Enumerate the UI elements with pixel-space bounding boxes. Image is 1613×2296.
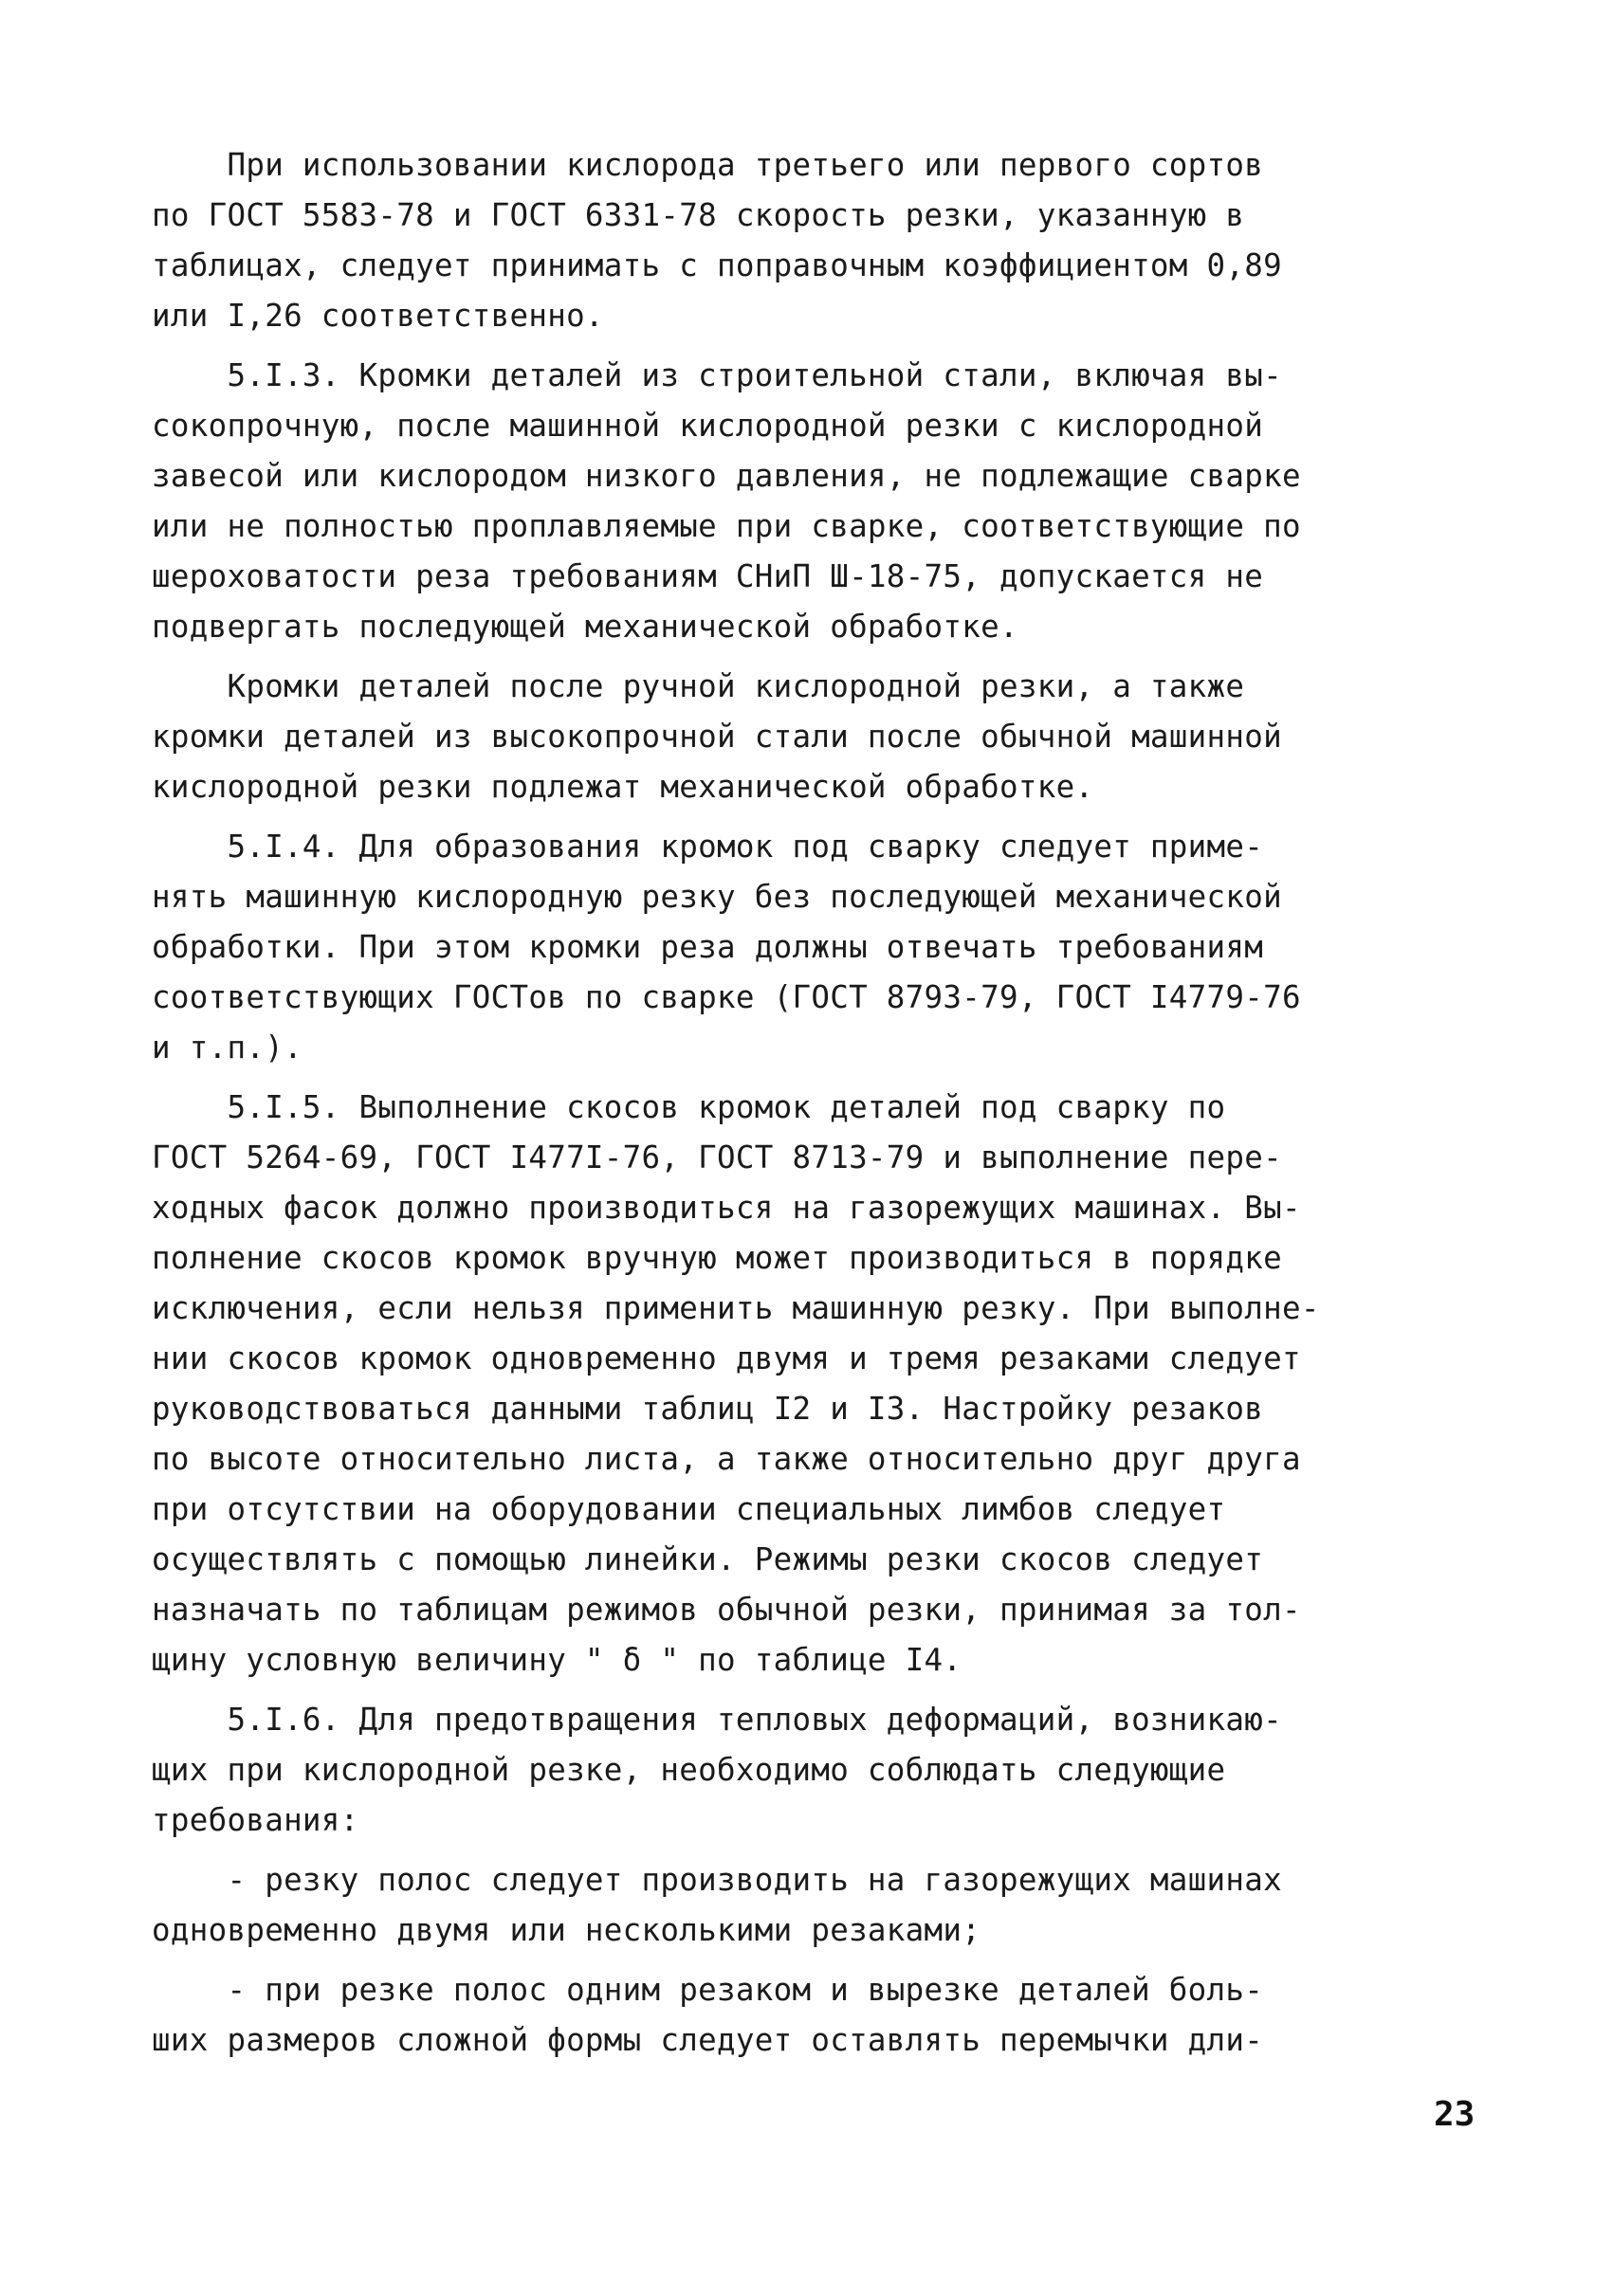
text-line: подвергать последующей механической обработке. [152, 609, 1018, 645]
text-line: нять машинную кислородную резку без последующей механической [152, 879, 1282, 915]
paragraph-section-5-1-5 [152, 1083, 1403, 1686]
paragraph-requirement-2 [152, 1965, 1403, 2066]
text-line: требования: [152, 1802, 359, 1838]
text-line: осуществлять с помощью линейки. Режимы резки скосов следует [152, 1541, 1264, 1577]
text-line: соответствующих ГОСТов по сварке (ГОСТ 8793-79, ГОСТ I4779-76 [152, 979, 1301, 1015]
text-line: 5.I.5. Выполнение скосов кромок деталей под сварку по [152, 1089, 1226, 1125]
paragraph-requirement-1 [152, 1855, 1403, 1956]
text-line: При использовании кислорода третьего или первого сортов [152, 147, 1264, 183]
paragraph-section-5-1-6 [152, 1695, 1403, 1846]
text-line: 5.I.6. Для предотвращения тепловых деформаций, возникаю- [152, 1702, 1282, 1738]
text-line: нии скосов кромок одновременно двумя и тремя резаками следует [152, 1340, 1301, 1376]
text-line: - при резке полос одним резаком и вырезке деталей боль- [152, 1972, 1264, 2008]
text-line: завесой или кислородом низкого давления, не подлежащие сварке [152, 458, 1301, 494]
document-page [152, 140, 1403, 2066]
text-line: полнение скосов кромок вручную может производиться в порядке [152, 1240, 1282, 1276]
text-line: или не полностью проплавляемые при сварке, соответствующие по [152, 508, 1301, 544]
text-line: 5.I.3. Кромки деталей из строительной стали, включая вы- [152, 357, 1282, 393]
text-line: шероховатости реза требованиям СНиП Ш-18-75, допускается не [152, 558, 1264, 594]
text-line: ших размеров сложной формы следует оставлять перемычки дли- [152, 2022, 1264, 2058]
text-line: обработки. При этом кромки реза должны отвечать требованиям [152, 929, 1264, 965]
text-line: по ГОСТ 5583-78 и ГОСТ 6331-78 скорость резки, указанную в [152, 197, 1245, 233]
text-line: сокопрочную, после машинной кислородной резки с кислородной [152, 408, 1264, 444]
text-line: щих при кислородной резке, необходимо соблюдать следующие [152, 1752, 1226, 1788]
text-line: кромки деталей из высокопрочной стали после обычной машинной [152, 719, 1282, 755]
text-line: кислородной резки подлежат механической обработке. [152, 769, 1094, 805]
text-line: назначать по таблицам режимов обычной резки, принимая за тол- [152, 1592, 1301, 1628]
paragraph-oxygen-grade-note [152, 140, 1403, 341]
text-line: и т.п.). [152, 1030, 302, 1066]
text-line: или I,26 соответственно. [152, 298, 604, 334]
text-line: - резку полос следует производить на газорежущих машинах [152, 1862, 1282, 1898]
text-line: одновременно двумя или несколькими резаками; [152, 1912, 981, 1948]
paragraph-manual-cutting-note [152, 662, 1403, 812]
text-line: ГОСТ 5264-69, ГОСТ I477I-76, ГОСТ 8713-79 и выполнение пере- [152, 1139, 1282, 1175]
text-line: при отсутствии на оборудовании специальных лимбов следует [152, 1491, 1226, 1527]
text-line: по высоте относительно листа, а также относительно друг друга [152, 1441, 1301, 1477]
text-line: щину условную величину " δ " по таблице I4. [152, 1642, 962, 1678]
text-line: исключения, если нельзя применить машинную резку. При выполне- [152, 1290, 1320, 1326]
text-line: 5.I.4. Для образования кромок под сварку следует приме- [152, 829, 1264, 865]
page-number: 23 [1434, 2095, 1476, 2134]
text-line: руководствоваться данными таблиц I2 и I3. Настройку резаков [152, 1391, 1264, 1427]
paragraph-section-5-1-4 [152, 822, 1403, 1073]
text-line: таблицах, следует принимать с поправочным коэффициентом 0,89 [152, 247, 1282, 283]
text-line: Кромки деталей после ручной кислородной резки, а также [152, 668, 1245, 704]
text-line: ходных фасок должно производиться на газорежущих машинах. Вы- [152, 1190, 1301, 1226]
paragraph-section-5-1-3 [152, 351, 1403, 652]
